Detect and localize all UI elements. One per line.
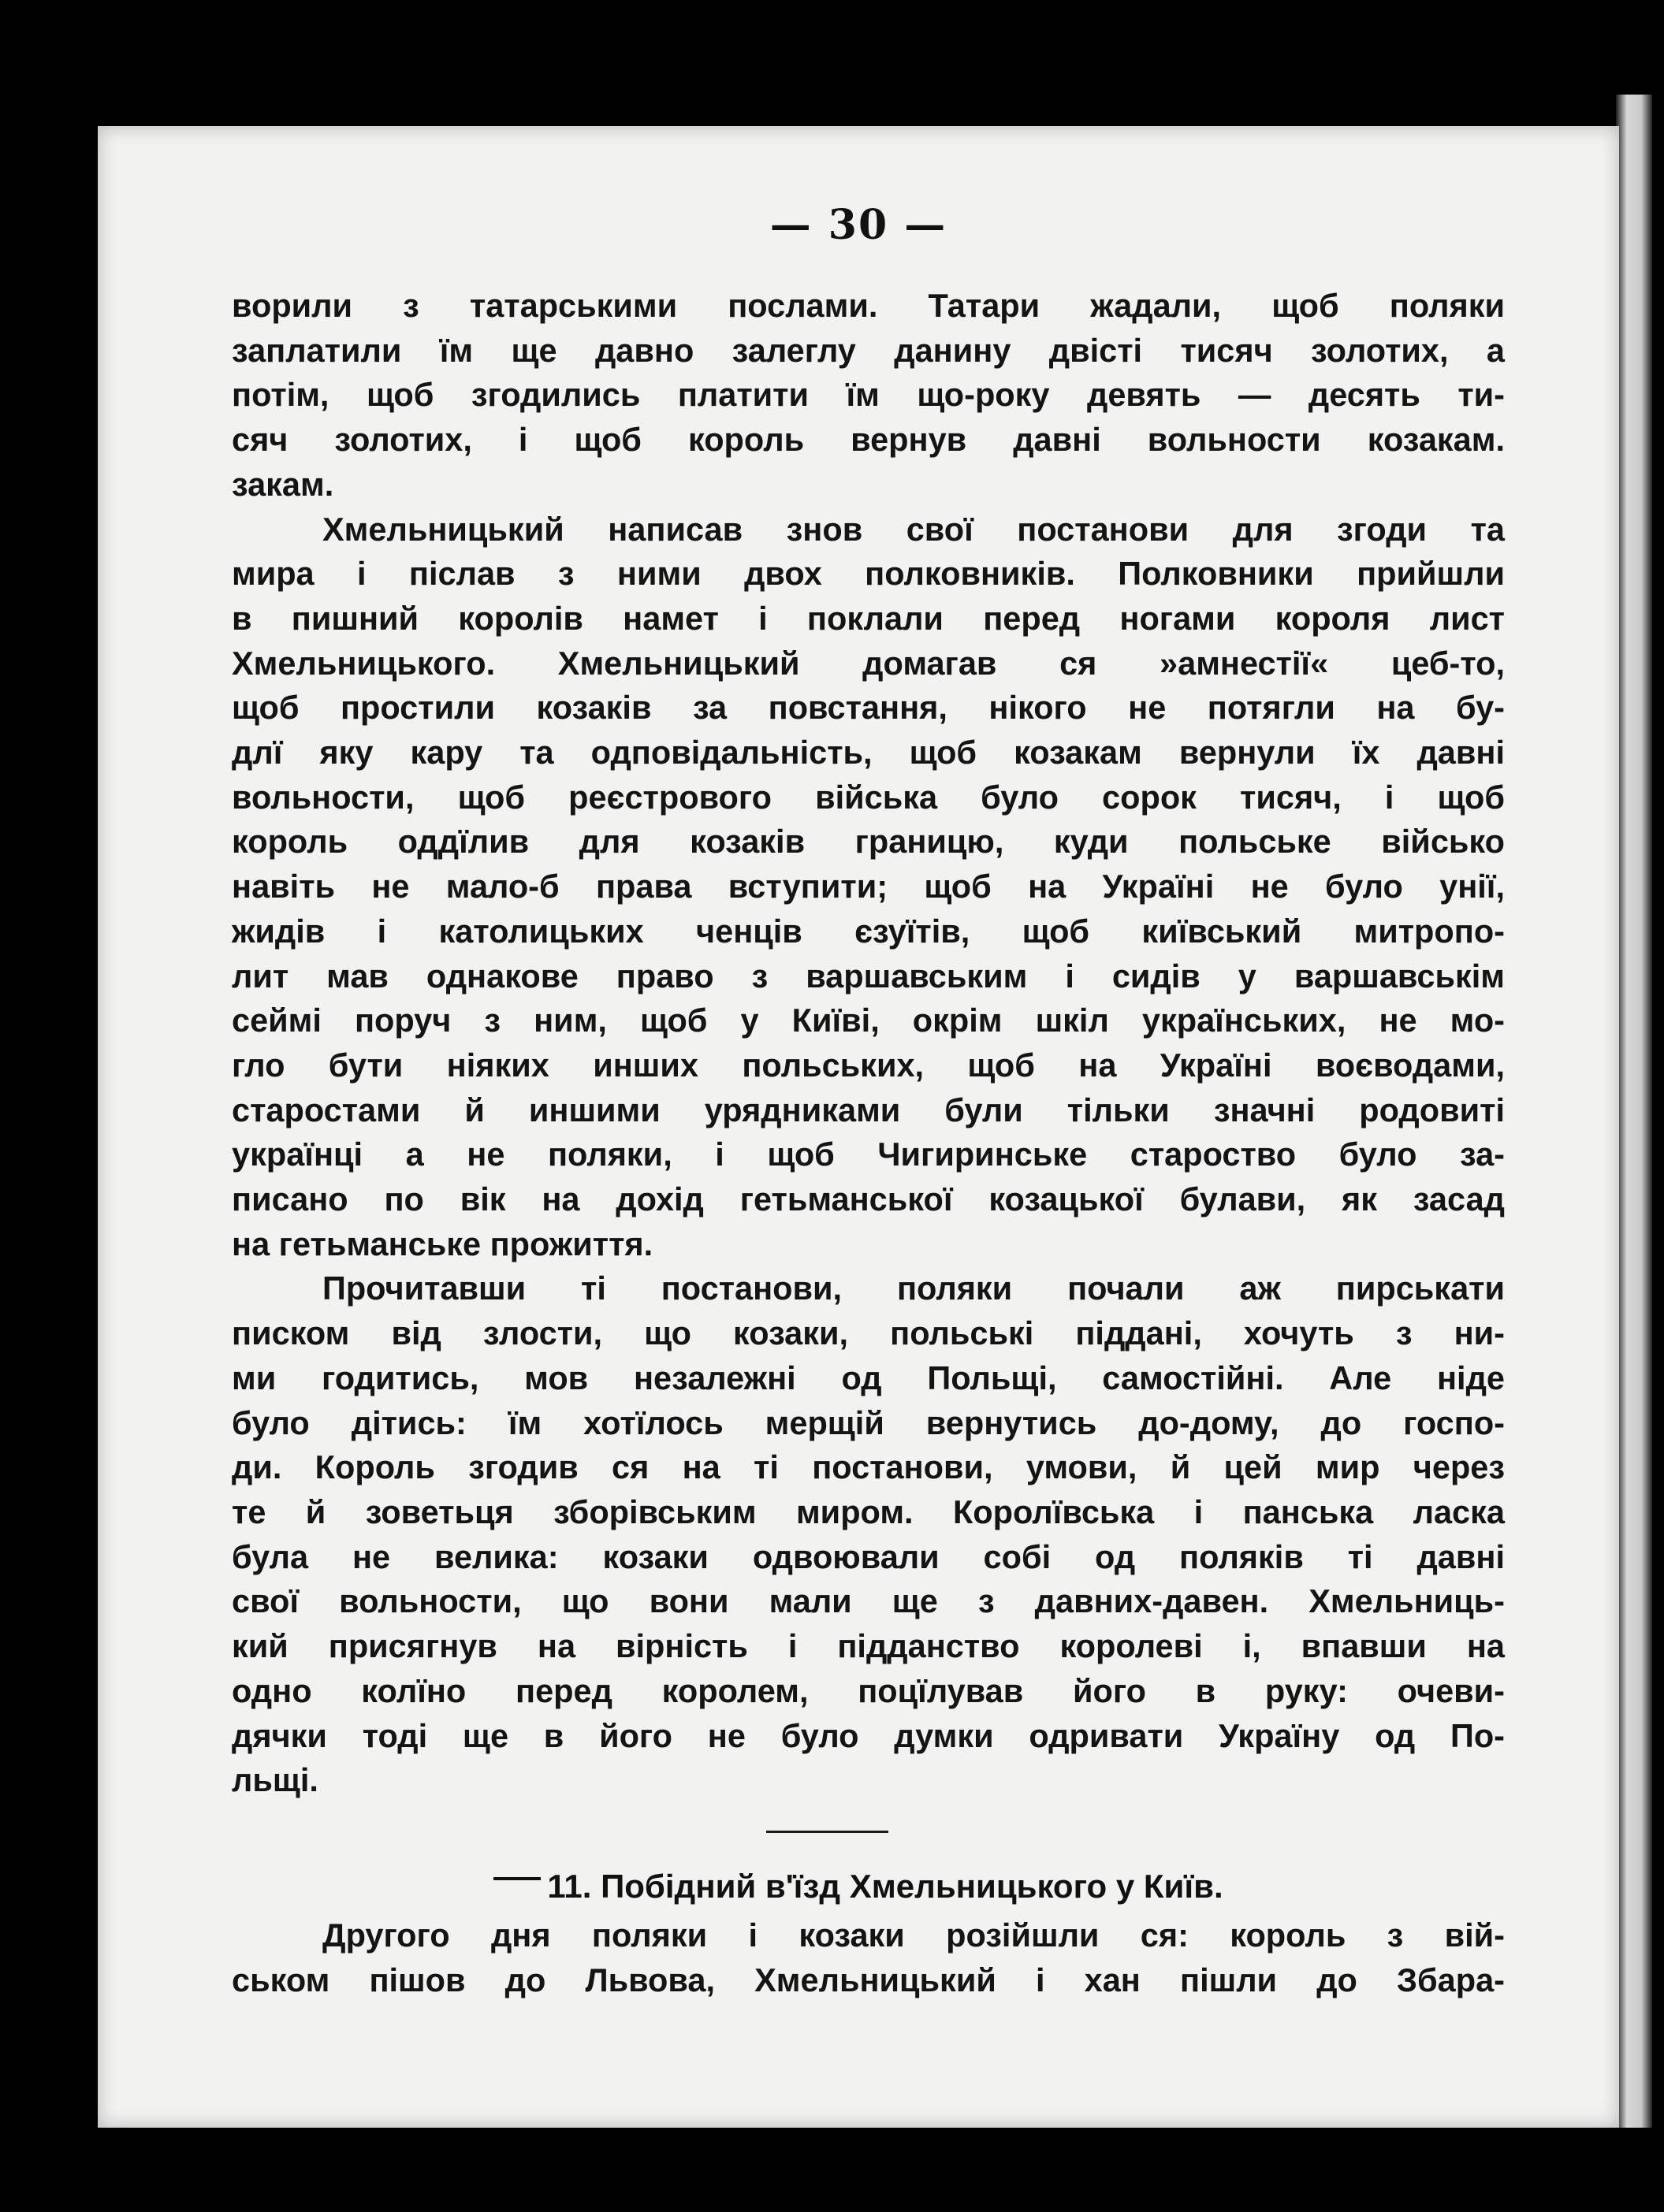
text-line: свої вольности, що вони мали ще з давних-давен. Хмельниць- bbox=[232, 1582, 1505, 1620]
text-line: мира і післав з ними двох полковників. Полковники прийшли bbox=[232, 555, 1505, 593]
text-line: було дітись: їм хотїлось мерщій вернутись до-дому, до госпо- bbox=[232, 1403, 1505, 1441]
adjacent-page-edge bbox=[1616, 95, 1652, 2128]
text-line: потім, щоб згодились платити їм що-року девять — десять ти- bbox=[232, 376, 1505, 414]
text-line: навіть не мало-б права вступити; щоб на Україні не було унії, bbox=[232, 868, 1505, 905]
book-page bbox=[98, 126, 1619, 2128]
text-line: Хмельницький написав знов свої постанови для згоди та bbox=[322, 510, 1505, 548]
text-line: Другого дня поляки і козаки розійшли ся: король з вій- bbox=[322, 1916, 1505, 1954]
text-line: льщі. bbox=[232, 1761, 318, 1799]
text-line: кий присягнув на вірність і підданство королеві і, впавши на bbox=[232, 1627, 1505, 1665]
text-line: жидів і католицьких ченців єзуїтів, щоб київський митропо- bbox=[232, 912, 1505, 950]
text-line: на гетьманське прожиття. bbox=[232, 1225, 653, 1262]
text-line: була не велика: козаки одвоювали собі од поляків ті давні bbox=[232, 1537, 1505, 1575]
heading-dash-mark bbox=[493, 1877, 541, 1880]
text-line: длї яку кару та одповідальність, щоб козакам вернули їх давні bbox=[232, 734, 1505, 771]
text-line: в пишний королів намет і поклали перед ногами короля лист bbox=[232, 599, 1505, 637]
text-line: закам. bbox=[232, 465, 334, 503]
section-divider bbox=[766, 1831, 888, 1833]
section-heading-text: 11. Побідний в'їзд Хмельницького у Київ. bbox=[547, 1868, 1223, 1905]
text-line: щоб простили козаків за повстання, нікого не потягли на бу- bbox=[232, 689, 1505, 727]
text-line: ми годитись, мов незалежні од Польщі, самостійні. Але ніде bbox=[232, 1359, 1505, 1396]
text-line: вольности, щоб реєстрового війська було сорок тисяч, і щоб bbox=[232, 778, 1505, 816]
text-line: те й зоветьця зборівським миром. Королївська і панська ласка bbox=[232, 1493, 1505, 1530]
text-line: дячки тоді ще в його не було думки одривати Україну од По- bbox=[232, 1716, 1505, 1754]
section-text bbox=[232, 1913, 1505, 2002]
text-line: старостами й иншими урядниками були тільки значні родовиті bbox=[232, 1091, 1505, 1128]
text-line: король оддїлив для козаків границю, куди польське військо bbox=[232, 823, 1505, 861]
text-line: одно колїно перед королем, поцїлував його в руку: очеви- bbox=[232, 1671, 1505, 1709]
text-line: ди. Король згодив ся на ті постанови, умови, й цей мир через bbox=[232, 1448, 1505, 1486]
text-line: сеймі поруч з ним, щоб у Київі, окрім шкіл українських, не мо- bbox=[232, 1002, 1505, 1039]
text-line: Хмельницького. Хмельницький домагав ся »амнестії« цеб-то, bbox=[232, 644, 1505, 682]
text-line: гло бути ніяких инших польських, щоб на Україні воєводами, bbox=[232, 1046, 1505, 1084]
text-line: сяч золотих, і щоб король вернув давні вольности козакам. bbox=[232, 421, 1505, 459]
text-line: ськом пішов до Львова, Хмельницький і хан пішли до Збара- bbox=[232, 1961, 1505, 1998]
text-line: писано по вік на дохід гетьманської козацької булави, як засад bbox=[232, 1180, 1505, 1218]
text-line: ворили з татарськими послами. Татари жадали, щоб поляки bbox=[232, 287, 1505, 324]
section-heading bbox=[98, 1868, 1619, 1905]
text-line: українці а не поляки, і щоб Чигиринське староство було за- bbox=[232, 1136, 1505, 1173]
text-line: Прочитавши ті постанови, поляки почали аж пирськати bbox=[322, 1270, 1505, 1307]
text-line: лит мав однакове право з варшавським і сидів у варшавськім bbox=[232, 957, 1505, 994]
text-line: писком від злости, що козаки, польські піддані, хочуть з ни- bbox=[232, 1314, 1505, 1352]
main-text bbox=[232, 284, 1505, 1803]
text-line: заплатили їм ще давно залеглу данину двісті тисяч золотих, а bbox=[232, 331, 1505, 369]
page-number: — 30 — bbox=[769, 201, 947, 249]
